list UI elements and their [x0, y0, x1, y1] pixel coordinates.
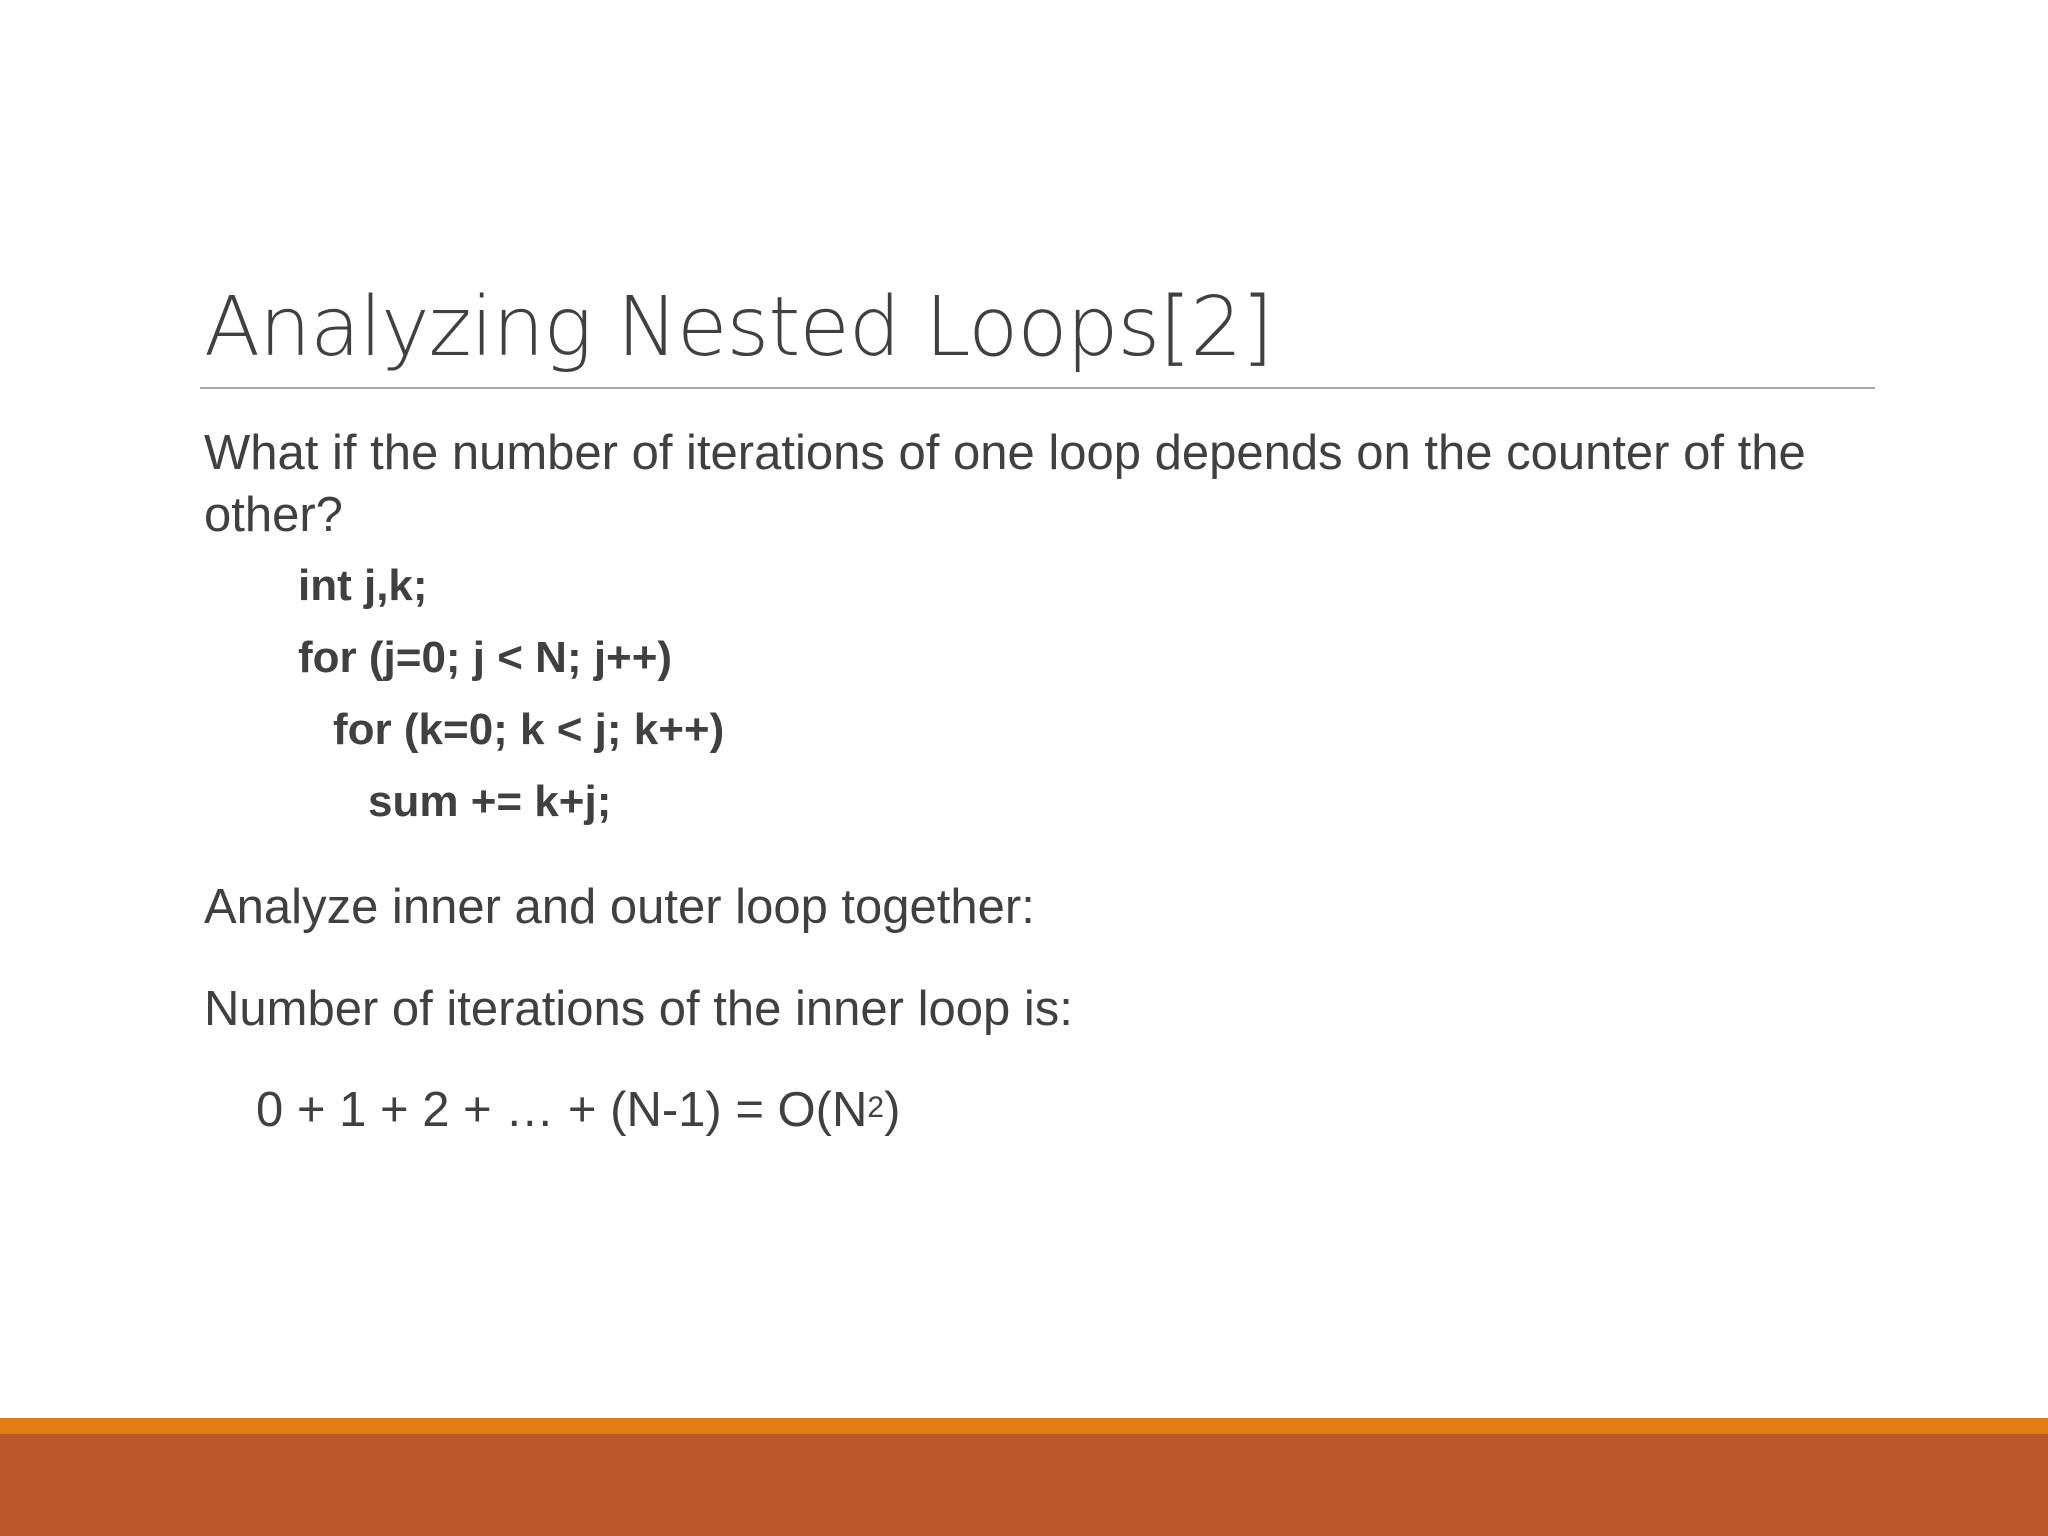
code-line-sum: sum += k+j;: [368, 777, 612, 826]
formula-exponent: 2: [867, 1091, 885, 1124]
code-line-inner-loop: for (k=0; k < j; k++): [333, 705, 725, 754]
iterations-paragraph: Number of iterations of the inner loop is:: [204, 982, 1073, 1036]
title-divider: [200, 387, 1875, 389]
intro-paragraph: What if the number of iterations of one loop depends on the counter of the other?: [204, 426, 1806, 542]
formula-close: ): [884, 1083, 901, 1137]
slide-title: Analyzing Nested Loops[2]: [204, 280, 1273, 375]
code-line-declaration: int j,k;: [298, 561, 428, 610]
footer-accent-stripe: [0, 1418, 2048, 1434]
footer-bar: [0, 1434, 2048, 1536]
formula-base: 0 + 1 + 2 + … + (N-1) = O(N: [256, 1083, 868, 1137]
complexity-formula: [256, 1079, 900, 1141]
analyze-paragraph: Analyze inner and outer loop together:: [204, 880, 1035, 934]
code-line-outer-loop: for (j=0; j < N; j++): [298, 633, 673, 682]
